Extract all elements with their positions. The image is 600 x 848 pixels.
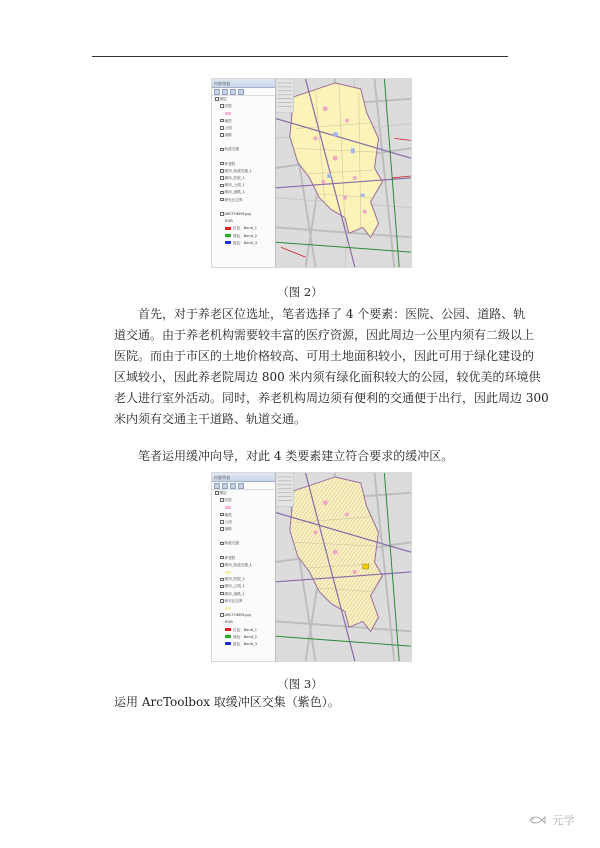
layer-item: [212, 619, 275, 626]
layer-visibility-checkbox[interactable]: [220, 148, 224, 152]
layer-visibility-checkbox[interactable]: [220, 162, 224, 166]
layer-item[interactable]: [212, 118, 275, 125]
paragraph-arctoolbox: [114, 692, 514, 713]
legend-swatch: [225, 635, 231, 638]
layer-item: [212, 204, 275, 211]
figure-2-screenshot: [211, 78, 412, 268]
layer-item[interactable]: [212, 591, 275, 598]
layer-list: [212, 490, 275, 648]
layer-visibility-checkbox[interactable]: [215, 97, 219, 101]
layer-label: 缓冲_医院_1: [224, 176, 245, 181]
layer-visibility-checkbox[interactable]: [220, 563, 224, 567]
layer-list: [212, 96, 275, 247]
paragraph-buffer-wizard: [138, 446, 538, 467]
layer-label: 蓝色：Band_3: [233, 240, 258, 245]
layer-item[interactable]: [212, 512, 275, 519]
layer-label: 绿色：Band_2: [233, 233, 258, 238]
layer-group[interactable]: [212, 96, 275, 103]
table-of-contents-panel: [212, 473, 276, 661]
layer-visibility-checkbox[interactable]: [215, 491, 219, 495]
layer-item[interactable]: [212, 555, 275, 562]
layer-label: 道路: [224, 132, 232, 137]
layer-group[interactable]: [212, 490, 275, 497]
layer-label: 蓝色：Band_3: [233, 641, 258, 646]
layer-visibility-checkbox[interactable]: [220, 520, 224, 524]
paragraph-line: 米内须有交通主干道路、轨道交通。: [114, 412, 307, 426]
paragraph-line: 笔者运用缓冲向导，对此 4 类要素建立符合要求的缓冲区。: [138, 449, 454, 463]
layer-visibility-checkbox[interactable]: [220, 613, 224, 617]
list-by-drawing-order-icon[interactable]: [214, 483, 220, 489]
paragraph-line: 首先，对于养老区位选址，笔者选择了 4 个要素：医院、公园、道路、轨: [138, 307, 526, 321]
layer-visibility-checkbox[interactable]: [220, 191, 224, 195]
layer-visibility-checkbox[interactable]: [220, 599, 224, 603]
layer-item[interactable]: [212, 598, 275, 605]
paragraph-line: 医院。而由于市区的土地价格较高、可用土地面积较小，因此可用于绿化建设的: [114, 349, 535, 363]
figure-2-caption: （图 2）: [277, 285, 323, 299]
legend-item: [212, 627, 275, 634]
layer-item[interactable]: [212, 168, 275, 175]
layer-label: 道路: [224, 526, 232, 531]
legend-swatch: [225, 628, 231, 631]
layer-visibility-checkbox[interactable]: [220, 198, 224, 202]
layer-label: RGB: [225, 219, 233, 224]
layer-visibility-checkbox[interactable]: [220, 498, 224, 502]
layer-label: RGB: [225, 620, 233, 625]
layer-visibility-checkbox[interactable]: [220, 119, 224, 123]
legend-swatch: [225, 607, 231, 610]
legend-swatch: [225, 234, 231, 237]
legend-item: [212, 641, 275, 648]
layer-label: 轨道交通: [224, 541, 239, 546]
layer-item[interactable]: [212, 175, 275, 182]
layer-label: 缓冲_公园_1: [224, 183, 245, 188]
layer-item[interactable]: [212, 197, 275, 204]
layer-item: [212, 139, 275, 146]
toc-toolbar: [212, 88, 275, 96]
legend-item: [212, 569, 275, 576]
legend-item: [212, 240, 275, 247]
layer-item[interactable]: [212, 146, 275, 153]
layer-visibility-checkbox[interactable]: [220, 542, 224, 546]
layer-item[interactable]: [212, 519, 275, 526]
layer-item[interactable]: [212, 132, 275, 139]
list-by-drawing-order-icon[interactable]: [214, 89, 220, 95]
layer-label: 研究区边界: [224, 197, 243, 202]
layer-visibility-checkbox[interactable]: [220, 592, 224, 596]
layer-visibility-checkbox[interactable]: [220, 513, 224, 517]
legend-swatch: [225, 241, 231, 244]
layer-label: 轨道交通: [224, 147, 239, 152]
toc-title: 内容列表: [212, 473, 275, 482]
toc-title: 内容列表: [212, 79, 275, 88]
map-canvas: [276, 473, 411, 661]
layer-visibility-checkbox[interactable]: [220, 104, 224, 108]
legend-swatch: [225, 506, 231, 509]
list-by-selection-icon[interactable]: [238, 89, 244, 95]
layer-item: [212, 154, 275, 161]
layer-visibility-checkbox[interactable]: [220, 133, 224, 137]
fish-logo-icon: [528, 814, 546, 829]
layer-item[interactable]: [212, 540, 275, 547]
layer-visibility-checkbox[interactable]: [220, 126, 224, 130]
layer-label: 地铁: [224, 512, 232, 517]
layer-label: 研究区边界: [224, 598, 243, 603]
paragraph-line: 老人进行室外活动。同时，养老机构周边须有便利的交通便于出行，因此周边 300: [114, 391, 549, 405]
map-view[interactable]: [276, 473, 411, 661]
layer-visibility-checkbox[interactable]: [220, 585, 224, 589]
layer-label: 医院: [224, 498, 232, 503]
layer-item: [212, 548, 275, 555]
map-view[interactable]: [276, 79, 411, 267]
layer-label: 缓冲_轨道交通_1: [224, 168, 252, 173]
toc-toolbar: [212, 482, 275, 490]
layer-visibility-checkbox[interactable]: [220, 578, 224, 582]
layer-visibility-checkbox[interactable]: [220, 212, 224, 216]
layer-label: 红色：Band_1: [233, 627, 258, 632]
layer-label: 养老院: [224, 161, 236, 166]
paragraph-site-criteria: [114, 304, 549, 430]
map-canvas: [276, 79, 411, 267]
layer-item[interactable]: [212, 182, 275, 189]
legend-item: [212, 504, 275, 511]
list-by-visibility-icon[interactable]: [230, 483, 236, 489]
legend-swatch: [225, 227, 231, 230]
layer-item[interactable]: [212, 583, 275, 590]
layer-label: 缓冲_道路_1: [224, 591, 245, 596]
layer-label: 地铁: [224, 118, 232, 123]
figure-3-caption: （图 3）: [277, 677, 323, 691]
layer-label: 图层: [219, 97, 227, 101]
legend-item: [212, 110, 275, 117]
list-by-source-icon[interactable]: [222, 483, 228, 489]
paragraph-line: 运用 ArcToolbox 取缓冲区交集（紫色）。: [114, 695, 340, 709]
layer-label: 缓冲_医院_1: [224, 577, 245, 582]
paragraph-line: 区域较小，因此养老院周边 800 米内须有绿化面积较大的公园，较优美的环境供: [114, 370, 541, 384]
watermark-text: 元学: [552, 814, 575, 827]
table-of-contents-panel: [212, 79, 276, 267]
layer-item[interactable]: [212, 576, 275, 583]
legend-swatch: [225, 571, 231, 574]
legend-item: [212, 225, 275, 232]
layer-visibility-checkbox[interactable]: [220, 184, 224, 188]
layer-label: ARCTOKEN.jpg: [224, 613, 251, 618]
layer-label: 红色：Band_1: [233, 226, 258, 231]
layer-label: 缓冲_道路_1: [224, 190, 245, 195]
layer-item: [212, 533, 275, 540]
layer-item[interactable]: [212, 612, 275, 619]
selected-site-marker: [363, 564, 369, 569]
layer-label: 医院: [224, 104, 232, 109]
layer-label: 公园: [224, 519, 232, 524]
paragraph-line: 道交通。由于养老机构需要较丰富的医疗资源，因此周边一公里内须有二级以上: [114, 328, 535, 342]
layer-visibility-checkbox[interactable]: [220, 176, 224, 180]
layer-visibility-checkbox[interactable]: [220, 556, 224, 560]
header-rule: [92, 56, 508, 57]
legend-swatch: [225, 642, 231, 645]
layer-item[interactable]: [212, 103, 275, 110]
legend-item: [212, 605, 275, 612]
layer-label: 养老院: [224, 555, 236, 560]
legend-item: [212, 634, 275, 641]
layer-label: ARCTOKEN.jpg: [224, 212, 251, 216]
layer-item[interactable]: [212, 562, 275, 569]
list-by-source-icon[interactable]: [222, 89, 228, 95]
figure-3-screenshot: [211, 472, 412, 662]
legend-item: [212, 233, 275, 240]
layer-item[interactable]: [212, 161, 275, 168]
layer-item[interactable]: [212, 526, 275, 533]
list-by-visibility-icon[interactable]: [230, 89, 236, 95]
layer-visibility-checkbox[interactable]: [220, 527, 224, 531]
layer-label: 图层: [219, 491, 227, 495]
layer-label: 公园: [224, 125, 232, 130]
layer-visibility-checkbox[interactable]: [220, 169, 224, 173]
layer-item[interactable]: [212, 189, 275, 196]
layer-label: 缓冲_轨道交通_1: [224, 562, 252, 567]
layer-item[interactable]: [212, 497, 275, 504]
watermark: [528, 812, 575, 829]
layer-label: 绿色：Band_2: [233, 634, 258, 639]
layer-item: [212, 218, 275, 225]
list-by-selection-icon[interactable]: [238, 483, 244, 489]
layer-item[interactable]: [212, 211, 275, 218]
layer-label: 缓冲_公园_1: [224, 584, 245, 589]
layer-item[interactable]: [212, 125, 275, 132]
legend-swatch: [225, 112, 231, 115]
